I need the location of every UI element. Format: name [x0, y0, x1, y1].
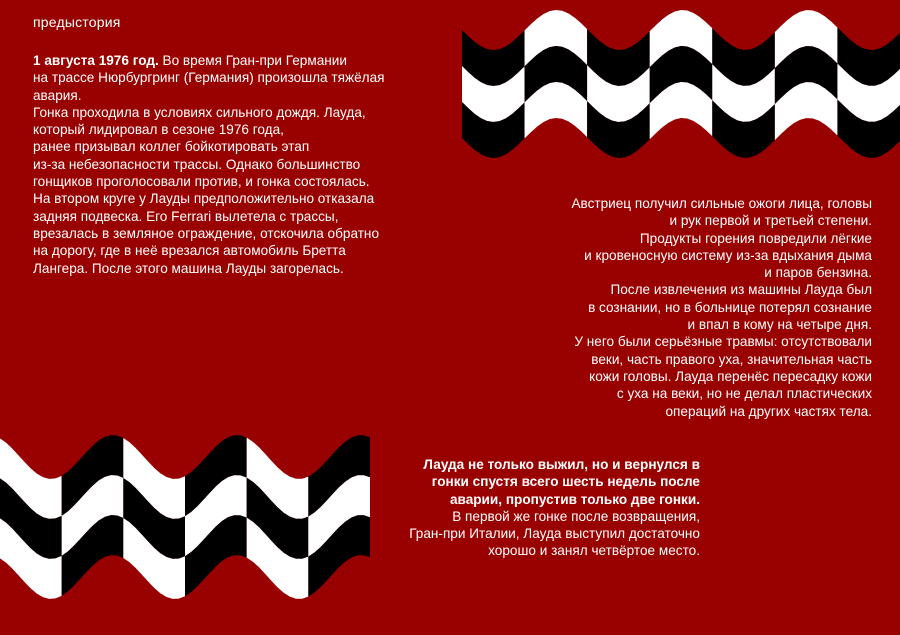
story-date: 1 августа 1976 год. — [33, 53, 159, 68]
injuries-line: веки, часть правого уха, значительная часть — [591, 351, 872, 367]
story-line: который лидировал в сезоне 1976 года, — [33, 122, 284, 138]
story-line: гонщиков проголосовали против, и гонка состоялась. — [33, 174, 370, 190]
comeback-bold-line: Лауда не только выжил, но и вернулся в — [423, 457, 700, 472]
story-line: Гонка проходила в условиях сильного дождя. Лауда, — [33, 104, 366, 120]
section-label: предыстория — [33, 14, 121, 30]
injuries-line: с уха на веки, но не делал пластических — [616, 386, 872, 402]
story-line: Во время Гран-при Германии — [158, 53, 347, 68]
injuries-line: и кровеносную систему из-за вдыхания дыма — [584, 247, 872, 263]
checkered-flag-icon — [0, 427, 370, 612]
injuries-line: Продукты горения повредили лёгкие — [639, 230, 872, 246]
injuries-line: Австриец получил сильные ожоги лица, головы — [571, 196, 872, 211]
comeback-bold-line: аварии, пропустив только две гонки. — [449, 491, 700, 507]
injuries-line: в сознании, но в больнице потерял сознание — [588, 299, 872, 315]
injuries-line: и рук первой и третьей степени. — [669, 213, 872, 229]
comeback-line: хорошо и занял четвёртое место. — [488, 543, 700, 559]
story-line: Лангера. После этого машина Лауды загорелась. — [33, 260, 344, 276]
injuries-line: У него были серьёзные травмы: отсутствовали — [574, 334, 872, 350]
story-line: врезалась в земляное ограждение, отскочила обратно — [33, 225, 380, 241]
story-line: ранее призывал коллег бойкотировать этап — [33, 139, 310, 155]
story-line: задняя подвеска. Его Ferrari вылетела с трассы, — [33, 208, 339, 224]
comeback-line: В первой же гонке после возвращения, — [452, 508, 700, 524]
injuries-line: и впал в кому на четыре дня. — [687, 317, 872, 333]
story-line: на трассе Нюрбургринг (Германия) произошла тяжёлая — [33, 70, 385, 86]
comeback-line: Гран-при Италии, Лауда выступил достаточно — [409, 526, 700, 542]
story-text — [33, 52, 385, 277]
story-line: авария. — [33, 87, 82, 103]
injuries-line: операций на других частях тела. — [665, 403, 872, 419]
comeback-bold-line: гонки спустя всего шесть недель после — [431, 474, 700, 490]
comeback-text — [409, 456, 700, 560]
injuries-line: и паров бензина. — [764, 265, 872, 281]
injuries-line: кожи головы. Лауда перенёс пересадку кожи — [589, 368, 872, 384]
injuries-text — [571, 195, 872, 420]
story-line: На втором круге у Лауды предположительно отказала — [33, 191, 375, 207]
checkered-flag-icon — [462, 4, 900, 164]
story-line: на дорогу, где в неё врезался автомобиль Бретта — [33, 243, 346, 259]
story-line: из-за небезопасности трассы. Однако большинство — [33, 156, 361, 172]
injuries-line: После извлечения из машины Лауда был — [610, 282, 872, 298]
